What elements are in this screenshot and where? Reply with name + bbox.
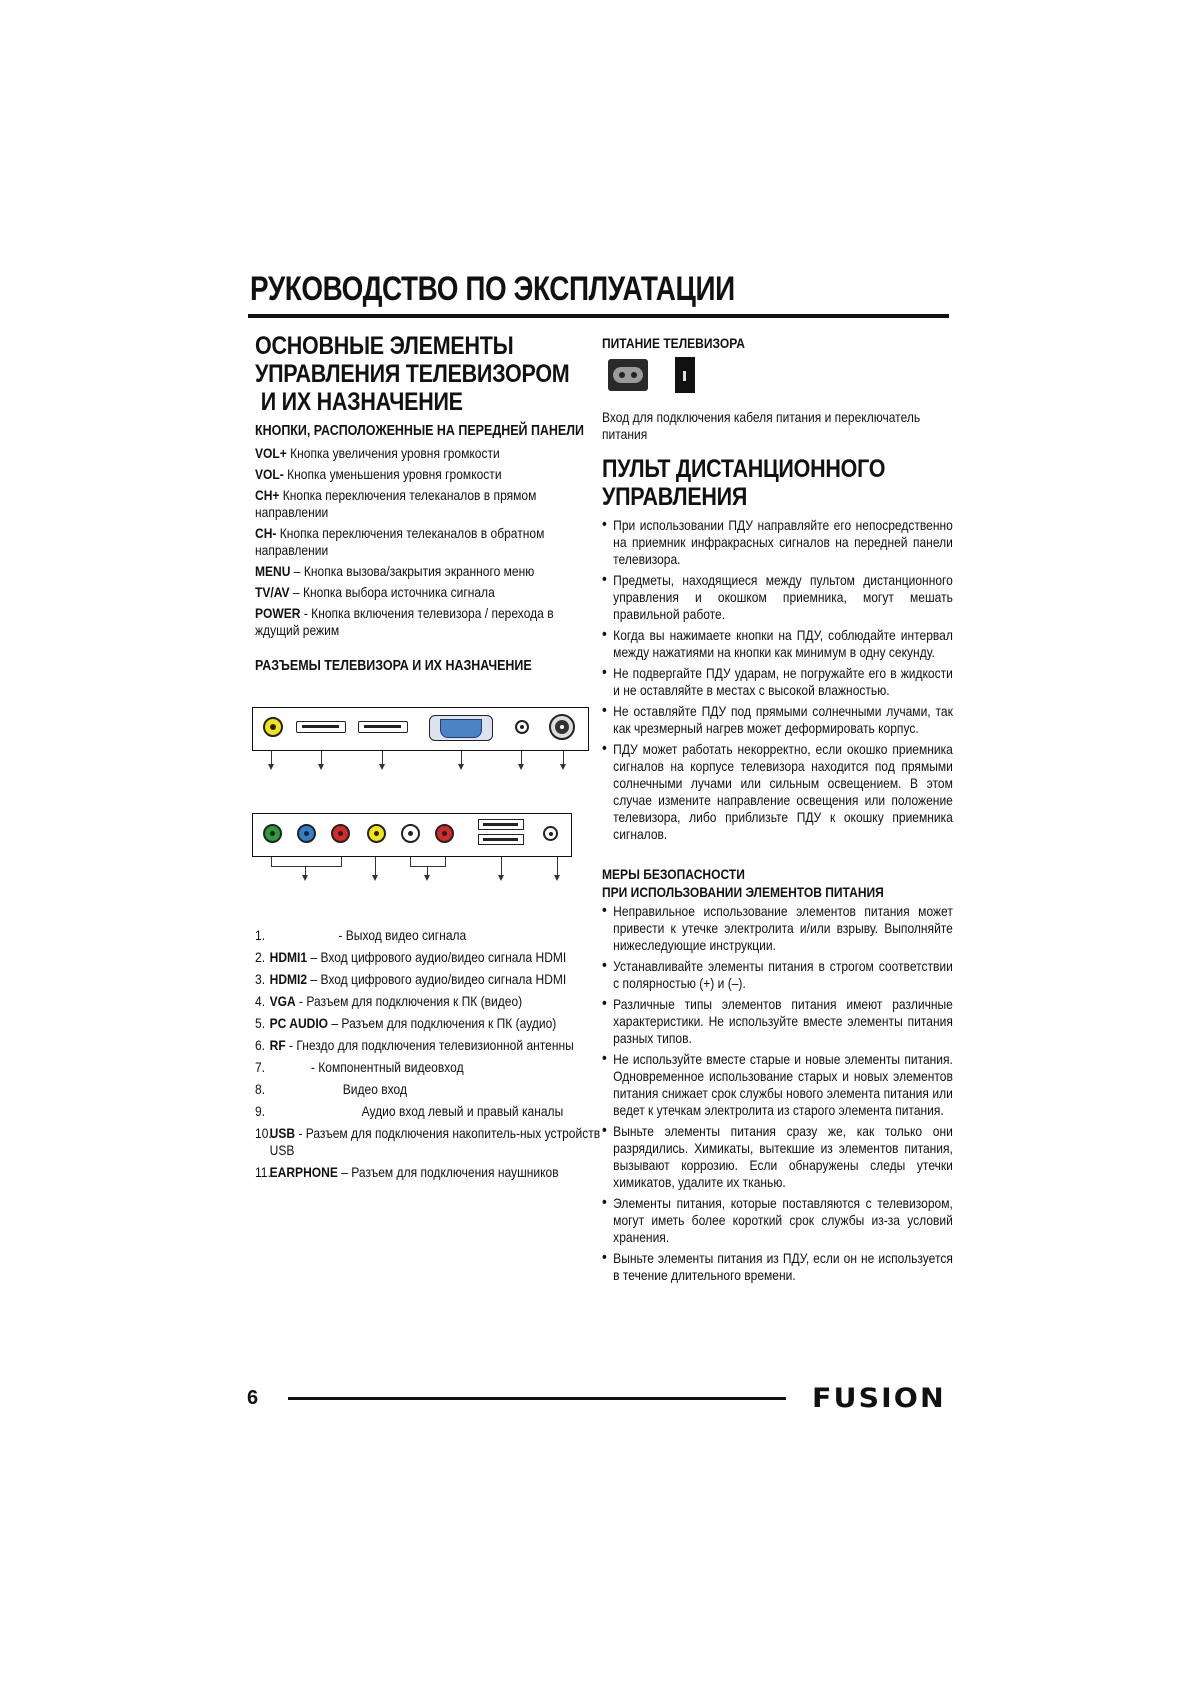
controls-heading-line-2: УПРАВЛЕНИЯ ТЕЛЕВИЗОРОМ [255, 360, 570, 388]
button-row-ch-up: CH+ Кнопка переключения телеканалов в прямом направлении [255, 487, 537, 520]
pc-audio-jack [515, 720, 529, 734]
button-row-menu: MENU – Кнопка вызова/закрытия экранного меню [255, 563, 535, 579]
hdmi1-port [296, 721, 346, 733]
audio-right-jack [435, 824, 454, 843]
arrow-head [560, 764, 566, 770]
title-divider [248, 314, 949, 318]
connector-item-2: 2. HDMI1 – Вход цифрового аудио/видео сигнала HDMI [255, 949, 567, 965]
arrow-line [501, 857, 502, 876]
connector-item-5: 5. PC AUDIO – Разъем для подключения к ПК (аудио) [255, 1015, 557, 1031]
audio-left-jack [401, 824, 420, 843]
button-row-power: POWER - Кнопка включения телевизора / перехода в ждущий режим [255, 605, 554, 638]
connectors-heading: РАЗЪЕМЫ ТЕЛЕВИЗОРА И ИХ НАЗНАЧЕНИЕ [255, 658, 532, 674]
page-number: 6 [247, 1387, 259, 1409]
controls-section [255, 332, 585, 643]
connector-item-6: 6. RF - Гнездо для подключения телевизионной антенны [255, 1037, 574, 1053]
connector-panel-bottom [252, 813, 572, 857]
remote-heading-line-1: ПУЛЬТ ДИСТАНЦИОННОГО [602, 455, 886, 483]
connector-panel-top [252, 707, 589, 751]
power-text: Вход для подключения кабеля питания и переключатель питания [602, 409, 921, 442]
usb-ports [478, 819, 526, 849]
connector-list [255, 927, 640, 1186]
power-socket-icon [608, 359, 648, 391]
arrow-head [302, 875, 308, 881]
connector-item-8: 8. Видео вход [255, 1081, 407, 1097]
connector-item-7: 7. - Компонентный видеовход [255, 1059, 464, 1075]
buttons-subheading: КНОПКИ, РАСПОЛОЖЕННЫЕ НА ПЕРЕДНЕЙ ПАНЕЛИ [255, 423, 584, 439]
av-out-jack [263, 717, 283, 737]
connector-item-3: 3. HDMI2 – Вход цифрового аудио/видео сигнала HDMI [255, 971, 567, 987]
button-row-tv-av: TV/AV – Кнопка выбора источника сигнала [255, 584, 495, 600]
page-title: РУКОВОДСТВО ПО ЭКСПЛУАТАЦИИ [250, 270, 735, 308]
power-switch-icon [675, 357, 695, 393]
arrow-line [382, 751, 383, 765]
audio-bracket [410, 857, 446, 867]
footer-divider [288, 1397, 786, 1400]
arrow-line [521, 751, 522, 765]
connector-item-1: 1. - Выход видео сигнала [255, 927, 467, 943]
rf-jack [549, 714, 575, 740]
power-images [602, 357, 942, 403]
remote-bullet-6: • ПДУ может работать некорректно, если окошко приемника сигналов на корпусе телевизора находится под прямыми солнечными лучами или сильным освещением. В этом случае измените направление освещения или положение телевизора, либо приблизьте ПДУ к окошку приемника сигналов. [602, 741, 953, 843]
component-pr-jack [331, 824, 350, 843]
safety-section [602, 865, 953, 1284]
button-row-ch-down: CH- Кнопка переключения телеканалов в обратном направлении [255, 525, 545, 558]
arrow-head [458, 764, 464, 770]
earphone-jack [543, 826, 558, 841]
arrow-line [557, 857, 558, 876]
remote-bullet-1: • При использовании ПДУ направляйте его непосредственно на приемник инфракрасных сигналов на передней панели телевизора. [602, 517, 953, 568]
button-row-vol-down: VOL- Кнопка уменьшения уровня громкости [255, 466, 502, 482]
arrow-head [379, 764, 385, 770]
arrow-head [372, 875, 378, 881]
arrow-head [268, 764, 274, 770]
safety-bullet-7: • Выньте элементы питания из ПДУ, если он не используется в течение длительного времени. [602, 1250, 953, 1284]
button-row-vol-up: VOL+ Кнопка увеличения уровня громкости [255, 445, 500, 461]
arrow-line [461, 751, 462, 765]
controls-heading-line-3: И ИХ НАЗНАЧЕНИЕ [255, 388, 463, 416]
component-y-jack [263, 824, 282, 843]
video-in-jack [367, 824, 386, 843]
safety-bullet-5: • Выньте элементы питания сразу же, как только они разрядились. Химикаты, вытекшие из элементов питания, вызывают коррозию. Если обнаружены следы утечки химикатов, удалите их тканью. [602, 1123, 953, 1191]
component-bracket [271, 857, 342, 867]
arrow-line [271, 751, 272, 765]
arrow-head [518, 764, 524, 770]
safety-bullet-3: • Различные типы элементов питания имеют различные характеристики. Не используйте вместе элементы питания разных типов. [602, 996, 953, 1047]
arrow-line [321, 751, 322, 765]
safety-heading-line-2: ПРИ ИСПОЛЬЗОВАНИИ ЭЛЕМЕНТОВ ПИТАНИЯ [602, 884, 884, 900]
safety-heading-line-1: МЕРЫ БЕЗОПАСНОСТИ [602, 866, 745, 882]
hdmi2-port [358, 721, 408, 733]
connector-item-10: 10. USB - Разъем для подключения накопитель-ных устройств USB [255, 1125, 601, 1158]
safety-bullet-6: • Элементы питания, которые поставляются с телевизором, могут иметь более короткий срок службы из-за условий хранения. [602, 1195, 953, 1246]
vga-port [429, 715, 493, 741]
arrow-head [498, 875, 504, 881]
arrow-head [424, 875, 430, 881]
connector-item-11: 11. EARPHONE – Разъем для подключения наушников [255, 1164, 559, 1180]
remote-bullet-5: • Не оставляйте ПДУ под прямыми солнечными лучами, так как чрезмерный нагрев может деформировать корпус. [602, 703, 953, 737]
arrow-head [554, 875, 560, 881]
component-pb-jack [297, 824, 316, 843]
connector-item-4: 4. VGA - Разъем для подключения к ПК (видео) [255, 993, 523, 1009]
right-column [602, 334, 953, 1288]
controls-heading-line-1: ОСНОВНЫЕ ЭЛЕМЕНТЫ [255, 332, 514, 360]
remote-bullet-4: • Не подвергайте ПДУ ударам, не погружайте его в жидкости и не оставляйте в местах с высокой влажностью. [602, 665, 953, 699]
safety-bullet-1: • Неправильное использование элементов питания может привести к утечке электролита и/или взрыву. Выполняйте нижеследующие инструкции. [602, 903, 953, 954]
power-heading: ПИТАНИЕ ТЕЛЕВИЗОРА [602, 335, 745, 351]
remote-bullet-2: • Предметы, находящиеся между пультом дистанционного управления и окошком приемника, могут мешать правильной работе. [602, 572, 953, 623]
safety-bullet-2: • Устанавливайте элементы питания в строгом соответствии с полярностью (+) и (–). [602, 958, 953, 992]
safety-bullet-4: • Не используйте вместе старые и новые элементы питания. Одновременное использование старых и новых элементов питания снижает срок службы нового элемента питания или ведет к утечкам электролита из старого элемента питания. [602, 1051, 953, 1119]
arrow-head [318, 764, 324, 770]
connector-item-9: 9. Аудио вход левый и правый каналы [255, 1103, 564, 1119]
arrow-line [375, 857, 376, 876]
remote-bullet-3: • Когда вы нажимаете кнопки на ПДУ, соблюдайте интервал между нажатиями на кнопки как минимум в одну секунду. [602, 627, 953, 661]
remote-section [602, 455, 953, 843]
brand-logo: FUSION [812, 1383, 946, 1414]
arrow-line [563, 751, 564, 765]
remote-heading-line-2: УПРАВЛЕНИЯ [602, 483, 748, 511]
